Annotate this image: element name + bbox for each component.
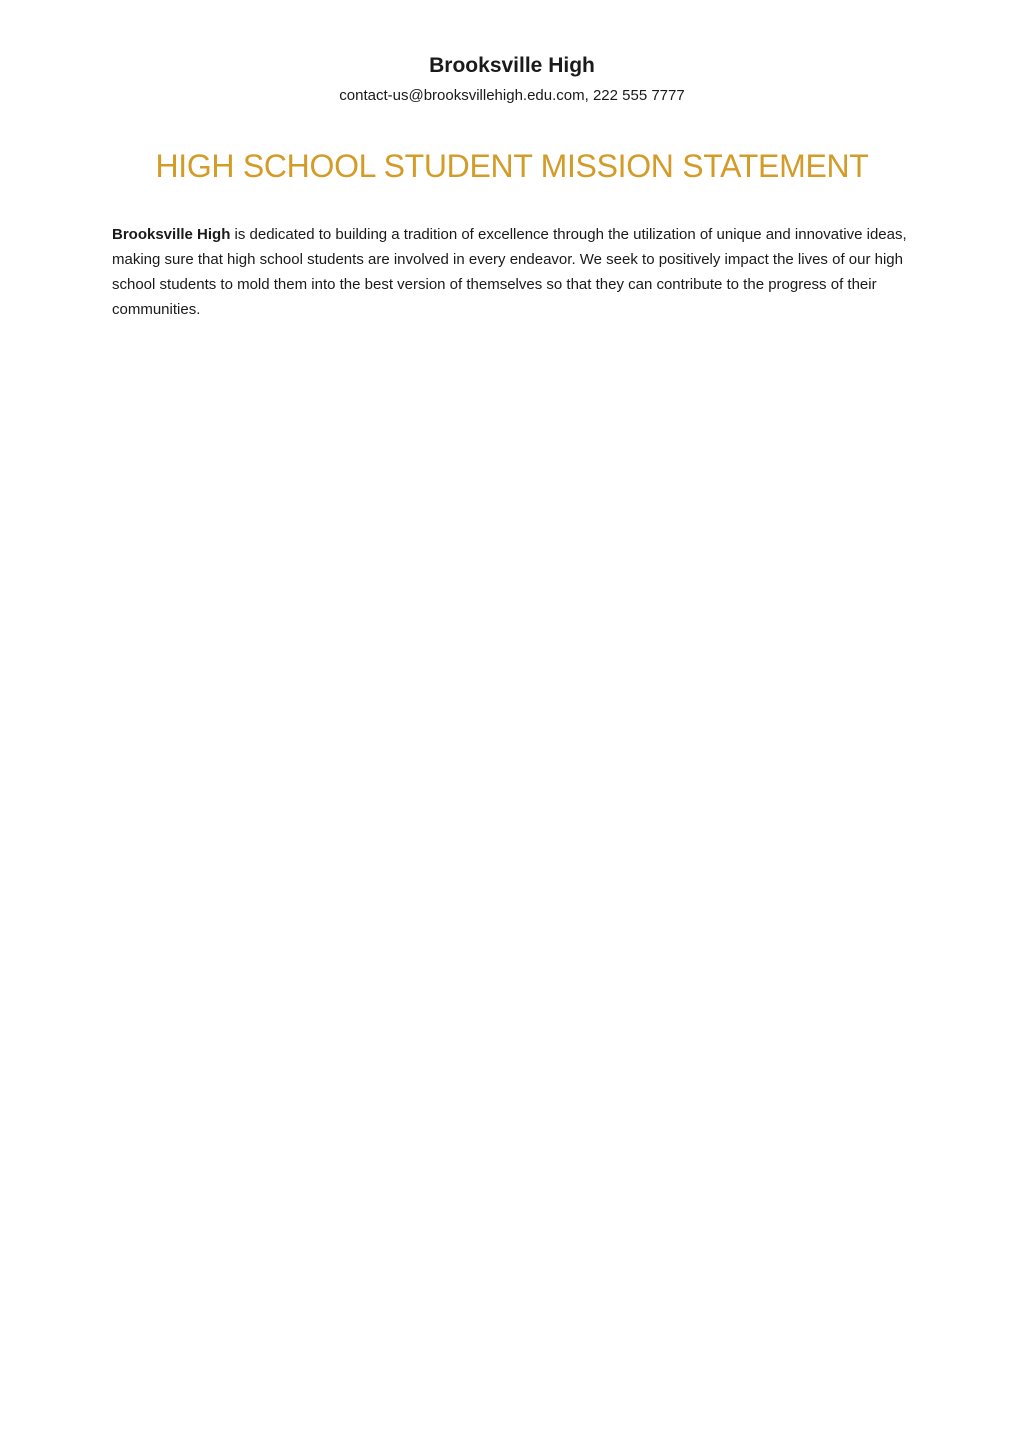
contact-info: contact-us@brooksvillehigh.edu.com, 222 555 7777 (339, 87, 685, 104)
mission-org-name: Brooksville High (112, 226, 231, 243)
document-header (112, 0, 912, 106)
org-name: Brooksville High (429, 54, 595, 77)
mission-body: is dedicated to building a tradition of excellence through the utilization of unique and innovative ideas, making sure that high school students are involved in every endeavor. We seek to positively impact the lives of our high school students to mold them into the best version of themselves so that they can contribute to the progress of their communities. (112, 226, 907, 318)
page-title: HIGH SCHOOL STUDENT MISSION STATEMENT (155, 148, 869, 184)
mission-paragraph (112, 222, 912, 322)
